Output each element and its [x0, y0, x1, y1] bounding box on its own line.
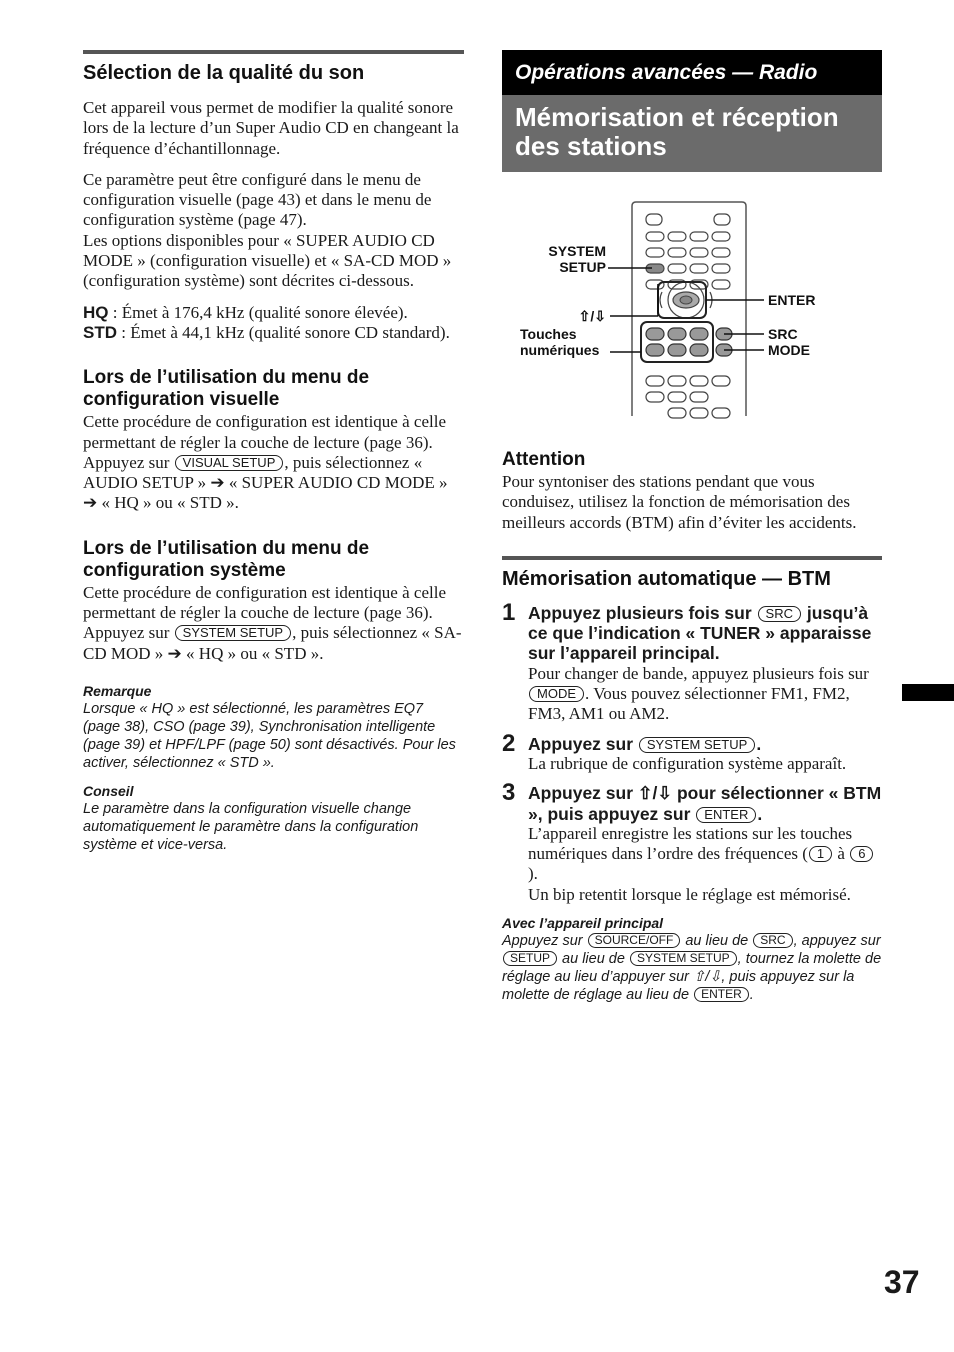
- section-title: Mémorisation automatique — BTM: [502, 567, 831, 590]
- text: .: [749, 987, 754, 1004]
- text: Appuyez sur: [83, 623, 174, 643]
- text: , puis sélectionnez « SA-CD MOD »: [83, 623, 462, 663]
- text: au lieu de: [558, 951, 629, 968]
- note-title: Avec l’appareil principal: [502, 915, 664, 932]
- note-title: Remarque: [83, 682, 152, 699]
- system-setup-key: SYSTEM SETUP: [630, 951, 737, 966]
- text: Appuyez plusieurs fois sur: [528, 602, 757, 623]
- step-1: [502, 598, 882, 725]
- paragraph: Ce paramètre peut être configuré dans le menu de configuration visuelle (page 43) et dans le menu de configuration système (page 47).: [83, 169, 432, 230]
- tip-text: Le paramètre dans la configuration visuelle change automatiquement le paramètre dans la configuration système et vice-versa.: [83, 800, 419, 853]
- text: Appuyez sur: [528, 783, 638, 804]
- instruction: [83, 453, 464, 514]
- system-setup-label: [542, 243, 606, 275]
- left-column: [83, 50, 464, 854]
- step-3: [502, 779, 882, 905]
- step-title: [528, 603, 882, 664]
- step-body: [528, 824, 882, 885]
- text: .: [756, 733, 762, 754]
- step-title: [528, 783, 882, 824]
- section-tab-marker: [902, 684, 954, 701]
- std-label: STD: [83, 322, 117, 342]
- step-title: [528, 734, 882, 754]
- key-6: 6: [850, 846, 873, 862]
- step-body: [528, 664, 882, 725]
- label-line: Touches: [520, 326, 577, 342]
- step-body: Un bip retentit lorsque le réglage est mémorisé.: [528, 884, 851, 904]
- mode-key: MODE: [529, 686, 584, 702]
- step-number: 1: [502, 598, 516, 626]
- paragraph: Cette procédure de configuration est identique à celle permettant de régler la couche de lecture (page 36).: [83, 582, 446, 623]
- chapter-title: Mémorisation et réception des stations: [502, 95, 882, 172]
- source-off-key: SOURCE/OFF: [588, 933, 681, 948]
- text: Pour changer de bande, appuyez plusieurs fois sur: [528, 663, 869, 683]
- text: L’appareil enregistre les stations sur les touches numériques dans l’ordre des fréquences (: [528, 823, 853, 864]
- instruction: [83, 623, 464, 664]
- text: à: [833, 844, 850, 864]
- arrow-icon: ➔: [83, 493, 98, 513]
- chapter-banner: Opérations avancées — Radio: [502, 50, 882, 95]
- system-setup-key: SYSTEM SETUP: [639, 737, 755, 753]
- paragraph: Cette procédure de configuration est identique à celle permettant de régler la couche de lecture (page 36).: [83, 412, 446, 452]
- section-title: Sélection de la qualité du son: [83, 62, 365, 84]
- text: au lieu de: [681, 933, 753, 950]
- label-line: numériques: [520, 342, 600, 358]
- right-column: [502, 50, 882, 1004]
- hq-text: : Émet à 176,4 kHz (qualité sonore élevée).: [108, 302, 408, 322]
- number-keys-label: [520, 326, 612, 358]
- text: , puis appuyez sur la molette de réglage au lieu de: [502, 969, 855, 1004]
- key-1: 1: [809, 846, 832, 862]
- step-2: [502, 729, 882, 775]
- paragraph: Cet appareil vous permet de modifier la qualité sonore lors de la lecture d’un Super Audio CD en changeant la fréquence d’échantillonnage.: [83, 98, 459, 158]
- label-line: SETUP: [559, 259, 606, 275]
- note-text: Lorsque « HQ » est sélectionné, les paramètres EQ7 (page 38), CSO (page 39), Synchronisation intelligente (page 39) et HPF/LPF (page 50) sont désactivés. Pour les activer, sélectionnez « STD ».: [83, 700, 456, 771]
- subsection-title: Lors de l’utilisation du menu de configuration visuelle: [83, 367, 370, 411]
- step-number: 3: [502, 779, 516, 807]
- text: , appuyez sur: [793, 933, 881, 950]
- text: Appuyez sur: [83, 452, 174, 472]
- arrow-icon: ➔: [167, 643, 182, 663]
- label-line: SYSTEM: [548, 243, 606, 259]
- std-definition: [83, 323, 464, 343]
- paragraph: Les options disponibles pour « SUPER AUDIO CD MODE » (configuration visuelle) et « SA-CD MOD » (configuration système) sont décrites ci-dessous.: [83, 230, 452, 291]
- remote-control-illustration: [502, 172, 882, 428]
- enter-key: ENTER: [694, 987, 749, 1002]
- hq-label: HQ: [83, 302, 109, 322]
- note-text: [502, 932, 882, 1004]
- src-mode-label: [768, 326, 810, 358]
- text: .: [757, 803, 763, 824]
- label-line: SRC: [768, 326, 798, 342]
- attention-title: Attention: [502, 449, 586, 470]
- step-body: La rubrique de configuration système apparaît.: [528, 753, 847, 773]
- enter-key: ENTER: [696, 807, 756, 823]
- text: Appuyez sur: [528, 733, 638, 754]
- hq-definition: [83, 303, 464, 323]
- text: « SUPER AUDIO CD MODE »: [224, 473, 448, 493]
- src-key: SRC: [753, 933, 792, 948]
- section-rule: [502, 556, 882, 560]
- text: pour sélectionner « BTM », puis appuyez sur: [528, 783, 882, 824]
- subsection-title: Lors de l’utilisation du menu de configuration système: [83, 537, 370, 581]
- system-setup-key: SYSTEM SETUP: [175, 625, 291, 641]
- text: jusqu’à ce que l’indication « TUNER » apparaisse sur l’appareil principal.: [528, 602, 872, 664]
- tip-title: Conseil: [83, 782, 134, 799]
- text: . Vous pouvez sélectionner FM1, FM2, FM3, AM1 ou AM2.: [528, 684, 850, 724]
- label-line: MODE: [768, 342, 810, 358]
- visual-setup-key: VISUAL SETUP: [175, 455, 284, 471]
- up-down-arrows-icon: ⇧/⇩: [693, 969, 722, 986]
- text: « HQ » ou « STD ».: [97, 493, 239, 513]
- page-number: 37: [884, 1264, 920, 1300]
- std-text: : Émet à 44,1 kHz (qualité sonore CD standard).: [117, 322, 450, 342]
- text: Appuyez sur: [502, 933, 587, 950]
- setup-key: SETUP: [503, 951, 557, 966]
- section-rule: [83, 50, 464, 54]
- up-down-arrows-icon: ⇧/⇩: [637, 783, 673, 804]
- text: « HQ » ou « STD ».: [181, 643, 324, 663]
- text: ).: [528, 864, 538, 884]
- text: , puis sélectionnez « AUDIO SETUP »: [83, 452, 423, 493]
- arrow-icon: ➔: [210, 473, 225, 493]
- up-down-arrows-label: ⇧/⇩: [578, 308, 606, 324]
- remote-control-diagram: [502, 172, 882, 428]
- enter-label: ENTER: [768, 292, 816, 308]
- text: , tournez la molette de réglage au lieu d’appuyer sur: [502, 951, 882, 986]
- attention-text: Pour syntoniser des stations pendant que vous conduisez, utilisez la fonction de mémorisation des meilleurs accords (BTM) afin d’éviter les accidents.: [502, 472, 857, 532]
- step-number: 2: [502, 729, 516, 757]
- src-key: SRC: [758, 606, 801, 622]
